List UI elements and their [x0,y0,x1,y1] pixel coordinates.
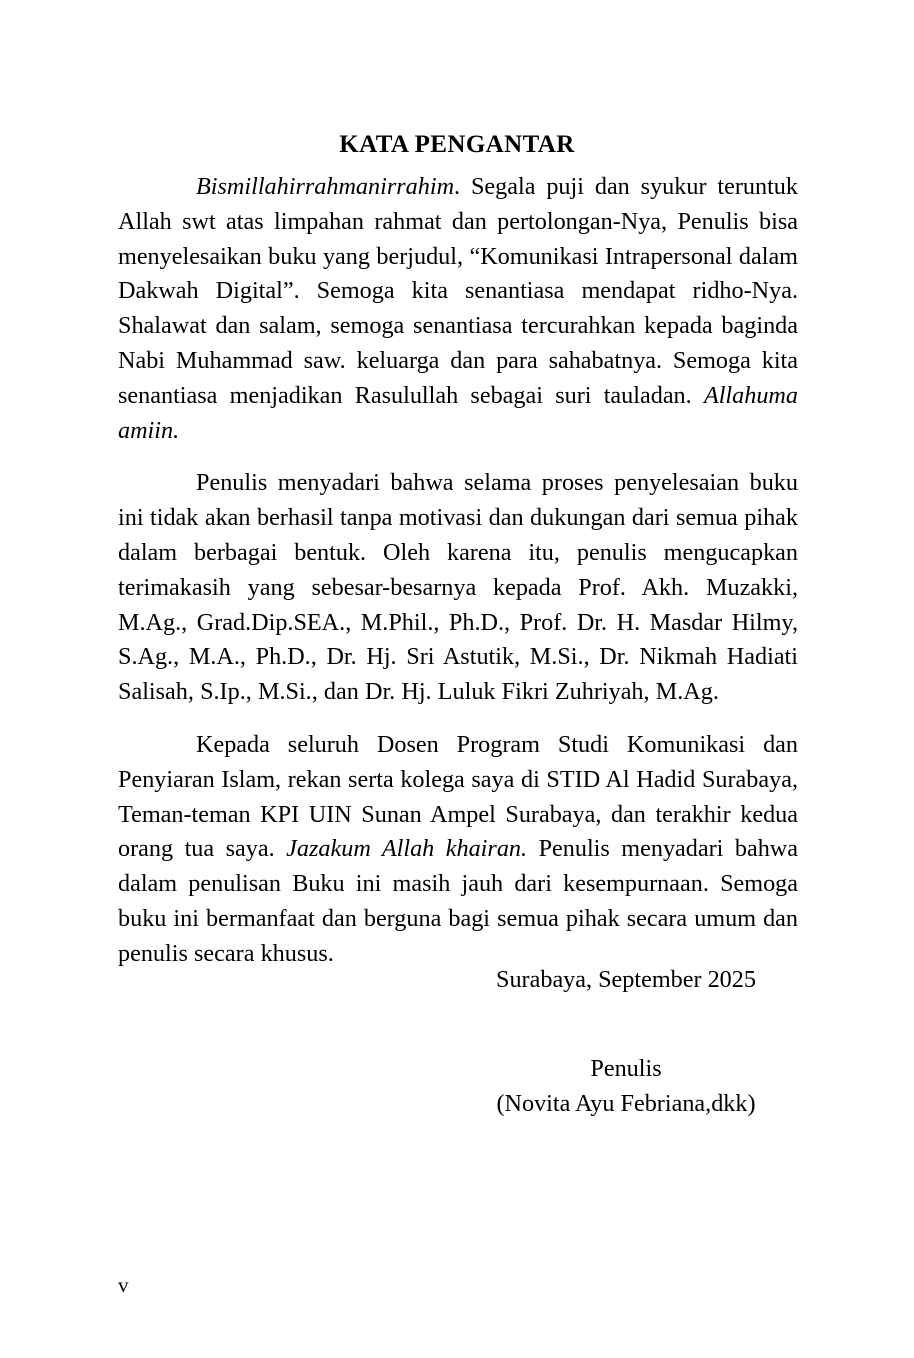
paragraph-2-body: Penulis menyadari bahwa selama proses penyelesaian buku ini tidak akan berhasil tanpa motivasi dan dukungan dari semua pihak dalam berbagai bentuk. Oleh karena itu, penulis mengucapkan terimakasih yang sebesar-besarnya kepada Prof. Akh. Muzakki, M.Ag., Grad.Dip.SEA., M.Phil., Ph.D., Prof. Dr. H. Masdar Hilmy, S.Ag., M.A., Ph.D., Dr. Hj. Sri Astutik, M.Si., Dr. Nikmah Hadiati Salisah, S.Ip., M.Si., dan Dr. Hj. Luluk Fikri Zuhriyah, M.Ag. [118,469,798,706]
paragraph-3-body-after: Penulis menyadari bahwa dalam penulisan Buku ini masih jauh dari kesempurnaan. Semoga buku ini bermanfaat dan berguna bagi semua pihak secara umum dan penulis secara khusus. [118,835,798,967]
signature-block [408,963,844,1121]
paragraph-1-tail-italic: Allahuma amiin. [118,381,798,444]
paragraph-3-body-before: Kepada seluruh Dosen Program Studi Komunikasi dan Penyiaran Islam, rekan serta kolega saya di STID Al Hadid Surabaya, Teman-teman KPI UIN Sunan Ampel Surabaya, dan terakhir kedua orang tua saya. [118,730,798,863]
signature-spacer [408,998,844,1052]
paragraph-1 [118,170,798,448]
paragraph-1-lead-italic: Bismillahirrahmanirrahim [196,173,455,200]
paragraph-3-italic: Jazakum Allah khairan. [286,835,528,863]
signature-author-name: (Novita Ayu Febriana,dkk) [496,1089,756,1117]
page-number-folio: v [118,1273,129,1297]
signature-date-line: Surabaya, September 2025 [496,966,756,993]
body-text-column [118,170,798,972]
page-title: KATA PENGANTAR [339,130,575,158]
paragraph-3 [118,728,798,972]
paragraph-1-body: . Segala puji dan syukur teruntuk Allah swt atas limpahan rahmat dan pertolongan-Nya, Penulis bisa menyelesaikan buku yang berjudul, “Komunikasi Intrapersonal dalam Dakwah Digital”. Semoga kita senantiasa mendapat ridho-Nya. Shalawat dan salam, semoga senantiasa tercurahkan kepada baginda Nabi Muhammad saw. keluarga dan para sahabatnya. Semoga kita senantiasa menjadikan Rasulullah sebagai suri tauladan. [118,173,798,409]
signature-role: Penulis [590,1054,662,1082]
paragraph-2 [118,466,798,710]
